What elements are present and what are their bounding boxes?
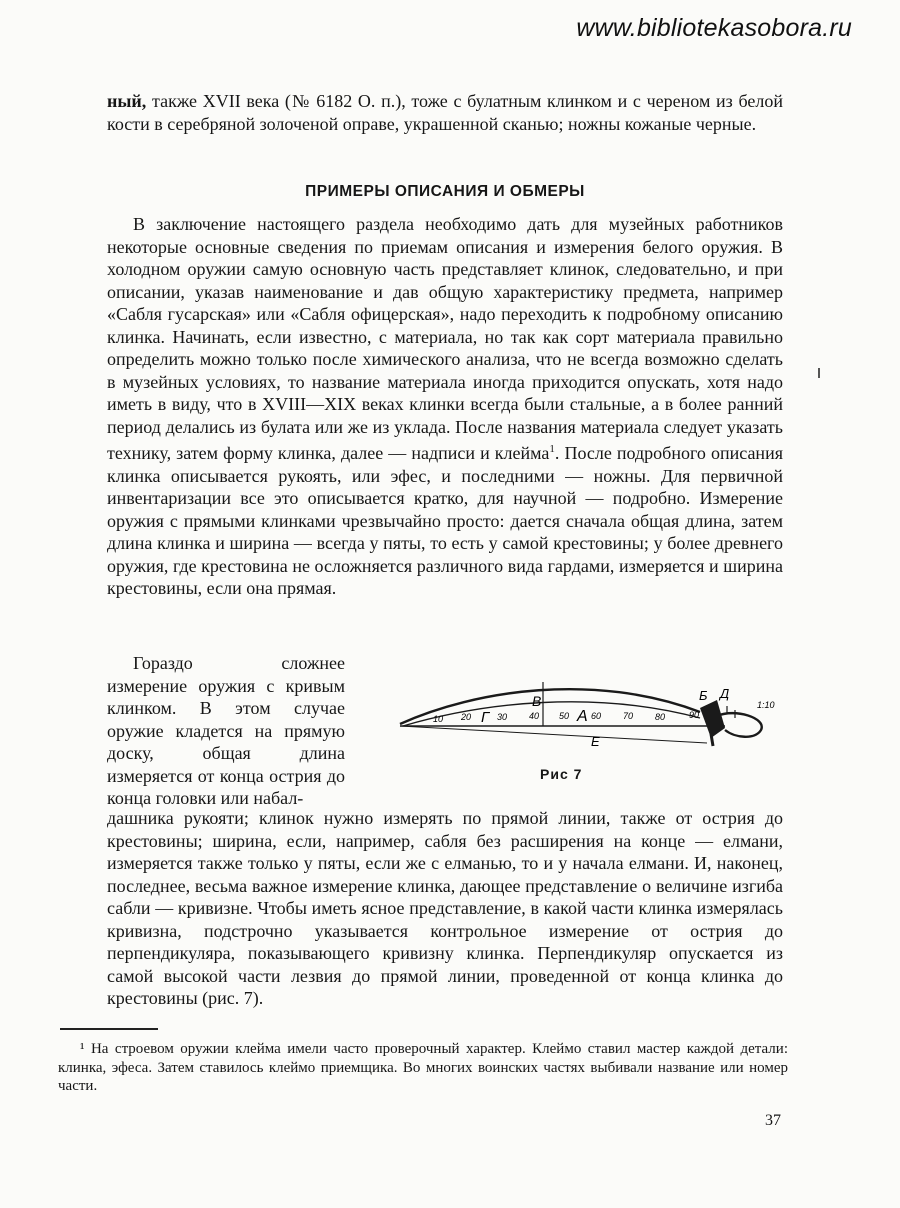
- page-number: 37: [765, 1112, 781, 1129]
- intro-bold-word: ный,: [107, 91, 147, 111]
- tick-label: 50: [559, 711, 570, 721]
- intro-paragraph: [107, 90, 783, 135]
- label-e: Е: [591, 734, 600, 749]
- intro-text: также XVII века (№ 6182 О. п.), тоже с булатным клинком и с череном из белой кости в серебряной золоченой оправе, украшенной сканью; ножны кожаные черные.: [107, 91, 783, 134]
- tick-label: 90: [689, 710, 700, 720]
- tick-label: 20: [461, 712, 472, 722]
- paragraph-2-lead: Гораздо сложнее измерение оружия с кривым клинком. В этом случае оружие кладется на прямую доску, общая длина измеряется от конца острия до конца головки или набал-: [107, 653, 345, 808]
- scan-mark: [818, 368, 820, 378]
- label-scale: 1:10: [757, 700, 775, 710]
- footnote-divider: [60, 1028, 158, 1030]
- paragraph-2-continued: дашника рукояти; клинок нужно измерять по прямой линии, также от острия до крестовины; ширина, если, например, сабля без расширения на конце — елмани, измеряется также только у пяты, если же с елманью, то и у начала елмани. И, наконец, последнее, весьма важное измерение клинка, дающее представление о величине изгиба сабли — кривизне. Чтобы иметь ясное представление, в какой части клинка измерялась кривизна, подстрочно указывается контрольное измерение от острия до перпендикуляра, показывающего кривизну клинка. Перпендикуляр опускается из самой высокой части лезвия до прямой линии, проведенной от конца клинка до крестовины (рис. 7).: [107, 808, 783, 1008]
- label-v: В: [532, 693, 542, 709]
- label-d: Д: [720, 686, 730, 701]
- footnote-ref: 1: [549, 443, 555, 455]
- section-heading: ПРИМЕРЫ ОПИСАНИЯ И ОБМЕРЫ: [305, 183, 585, 200]
- tick-label: 10: [433, 714, 444, 724]
- paragraph-1-text: В заключение настоящего раздела необходимо дать для музейных работников некоторые основные сведения по приемам описания и измерения белого оружия. В холодном оружии самую основную часть представляет клинок, следовательно, и при описании, указав наименование и дав общую характеристику предмета, например «Сабля гусарская» или «Сабля офицерская», надо переходить к подробному описанию клинка. Начинать, если известно, с материала, но так как сорт материала правильно определить можно только после химического анализа, что не всегда возможно сделать в музейных условиях, то название материала иногда приходится опускать, хотя надо иметь в виду, что в XVIII—XIX веках клинки всегда были стальные, а в более ранний период делались из булата или же из уклада. После названия материала следует указать технику, затем форму клинка, далее — надписи и клейма: [107, 214, 783, 463]
- label-g: Г: [481, 709, 490, 726]
- tick-label: 60: [591, 711, 602, 721]
- tick-label: 40: [529, 711, 540, 721]
- paragraph-1-tail: . После подробного описания клинка описывается рукоять, или эфес, и последними — ножны. Для первичной инвентаризации все это описывается кратко, для научной — подробно. Измерение оружия с прямыми клинками чрезвычайно просто: дается сначала общая длина, затем длина клинка и ширина — всегда у пяты, то есть у самой крестовины; у более древнего оружия, где крестовина не осложняется различного вида гардами, измеряется и ширина крестовины, если она прямая.: [107, 443, 783, 598]
- figure-7-saber-diagram: [395, 668, 785, 783]
- label-b: Б: [699, 688, 708, 703]
- watermark-url: www.bibliotekasobora.ru: [576, 14, 852, 42]
- tick-label: 30: [497, 712, 508, 722]
- tick-label: 70: [623, 711, 634, 721]
- figure-caption: Рис 7: [540, 766, 583, 782]
- footnote: ¹ На строевом оружии клейма имели часто проверочный характер. Клеймо ставил мастер каждой детали: клинка, эфеса. Затем ставилось клеймо приемщика. Во многих воинских частях выбивали название или номер части.: [58, 1041, 788, 1094]
- tick-label: 80: [655, 712, 666, 722]
- paragraph-1: [107, 213, 783, 600]
- label-a: А: [577, 708, 588, 725]
